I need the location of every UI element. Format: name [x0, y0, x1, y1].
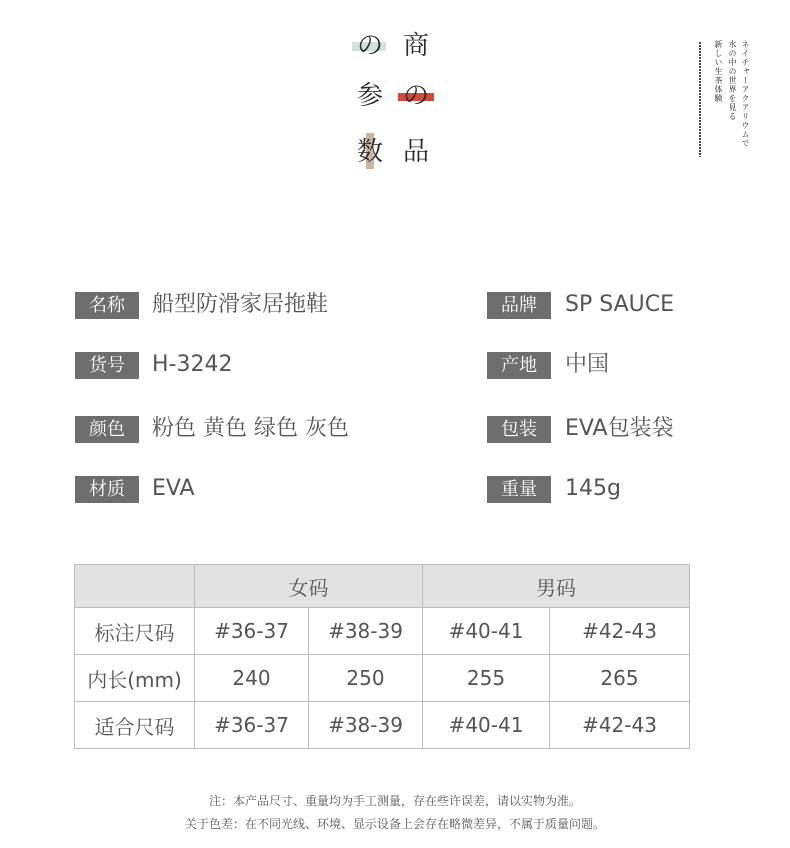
row-label: 内长(mm) — [75, 655, 195, 702]
table-cell: 265 — [550, 655, 690, 702]
size-table — [74, 564, 690, 749]
spec-label: 颜色 — [75, 416, 139, 443]
group-male-header: 男码 — [423, 565, 690, 608]
table-cell: #42-43 — [550, 702, 690, 749]
vertical-dotted-line — [699, 42, 701, 157]
table-cell: #36-37 — [195, 702, 309, 749]
spec-value: 145g — [565, 476, 621, 501]
spec-value: H-3242 — [152, 352, 233, 377]
spec-label: 货号 — [75, 352, 139, 379]
table-cell: #36-37 — [195, 608, 309, 655]
table-cell: #40-41 — [423, 702, 550, 749]
vertical-text: 新しい生茶体験 — [714, 40, 723, 103]
spec-label: 品牌 — [487, 292, 551, 319]
spec-label: 名称 — [75, 292, 139, 319]
table-row — [75, 608, 690, 655]
row-label: 标注尺码 — [75, 608, 195, 655]
table-cell: #42-43 — [550, 608, 690, 655]
spec-label: 材质 — [75, 476, 139, 503]
vertical-text: ネイチャーアクアリウムで — [741, 40, 750, 148]
table-row — [75, 655, 690, 702]
spec-value: 中国 — [565, 352, 610, 377]
table-row — [75, 702, 690, 749]
title-char: 参 — [356, 81, 383, 111]
table-header-row — [75, 565, 690, 608]
spec-label: 重量 — [487, 476, 551, 503]
table-cell: 240 — [195, 655, 309, 702]
table-cell: #38-39 — [309, 608, 423, 655]
table-cell: 255 — [423, 655, 550, 702]
title-char: の — [402, 81, 429, 111]
title-char: 商 — [402, 31, 429, 61]
title-char: 品 — [402, 137, 429, 167]
table-corner-cell — [75, 565, 195, 608]
vertical-text: 水の中の世界を見る — [728, 40, 737, 121]
note-measurement: 注：本产品尺寸、重量均为手工测量，存在些许误差，请以实物为准。 — [208, 794, 581, 808]
spec-value: SP SAUCE — [565, 292, 675, 317]
row-label: 适合尺码 — [75, 702, 195, 749]
spec-value: 粉色 黄色 绿色 灰色 — [152, 416, 349, 441]
spec-value: EVA包装袋 — [565, 416, 674, 441]
note-color-difference: 关于色差：在不同光线、环境、显示设备上会存在略微差异，不属于质量问题。 — [184, 817, 605, 831]
table-cell: #40-41 — [423, 608, 550, 655]
title-char: の — [356, 31, 383, 61]
title-char: 数 — [356, 137, 383, 167]
table-cell: #38-39 — [309, 702, 423, 749]
spec-label: 产地 — [487, 352, 551, 379]
spec-value: EVA — [152, 476, 195, 501]
spec-label: 包装 — [487, 416, 551, 443]
spec-value: 船型防滑家居拖鞋 — [152, 292, 329, 317]
group-female-header: 女码 — [195, 565, 423, 608]
table-cell: 250 — [309, 655, 423, 702]
